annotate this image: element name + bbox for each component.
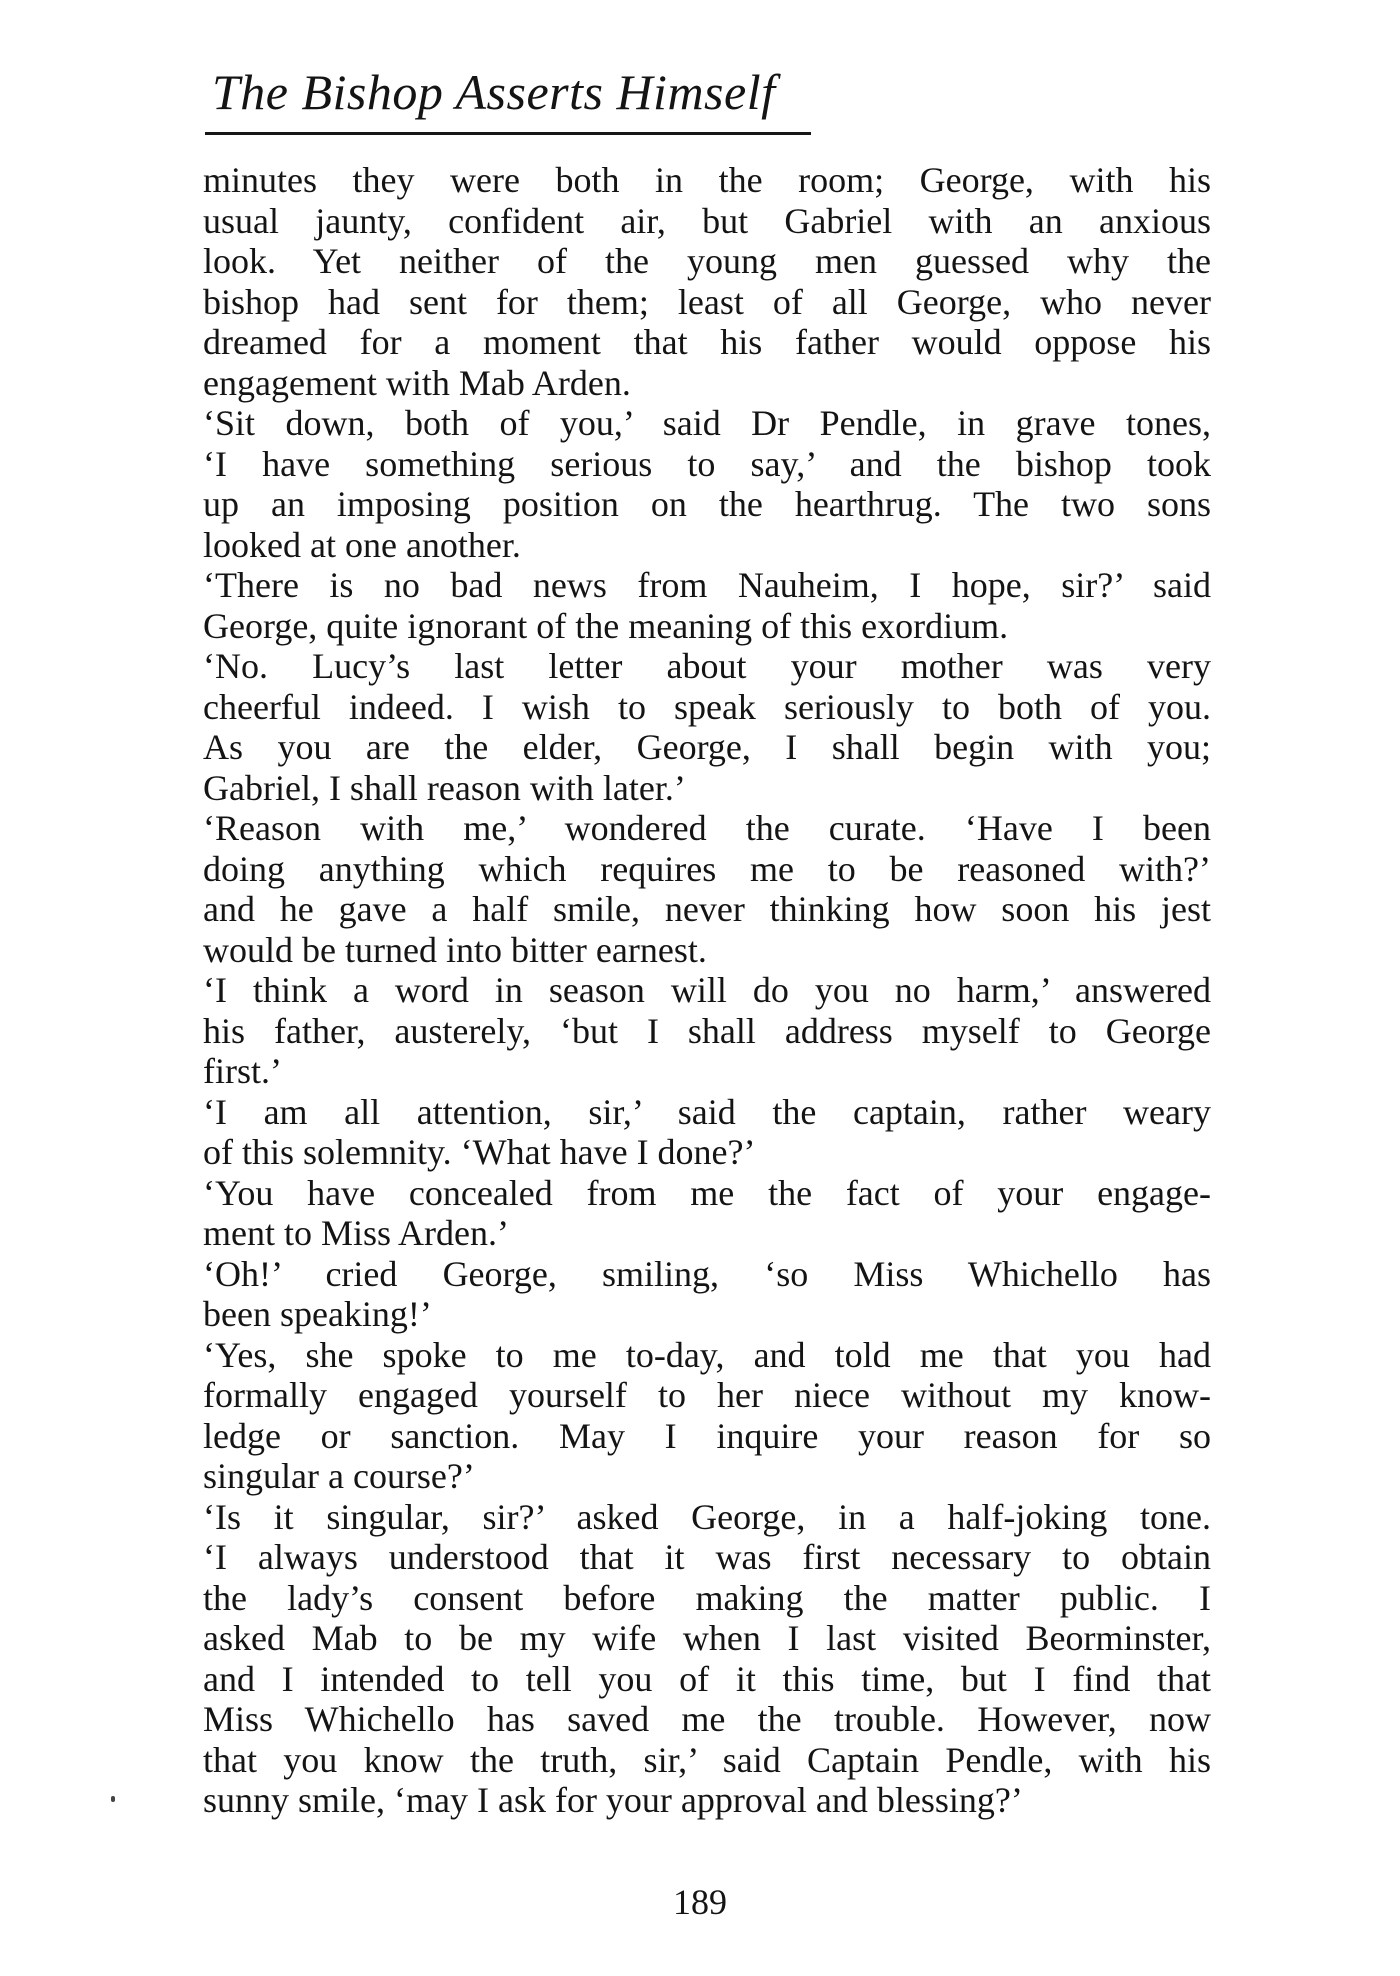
text-line: George, quite ignorant of the meaning of this exordium. [203,605,1009,646]
text-line: asked Mab to be my wife when I last visited Beorminster, [203,1618,1211,1658]
text-line: and I intended to tell you of it this time, but I find that [203,1658,1211,1699]
text-line: been speaking!’ [203,1294,432,1334]
body-text [203,160,1211,1821]
text-line: ‘Yes, she spoke to me to-day, and told me that you had [203,1334,1211,1375]
text-line: ‘Reason with me,’ wondered the curate. ‘Have I been [203,808,1211,848]
text-line: ledge or sanction. May I inquire your reason for so [203,1415,1211,1456]
text-line: look. Yet neither of the young men guessed why the [203,241,1211,281]
text-line: Miss Whichello has saved me the trouble. However, now [203,1699,1211,1739]
text-line: and he gave a half smile, never thinking how soon his jest [203,889,1211,929]
text-line: the lady’s consent before making the matter public. I [203,1577,1211,1618]
text-line: of this solemnity. ‘What have I done?’ [203,1132,756,1172]
text-line: Gabriel, I shall reason with later.’ [203,767,686,808]
text-line: engagement with Mab Arden. [203,362,631,403]
text-line: first.’ [203,1051,282,1091]
text-line: his father, austerely, ‘but I shall address myself to George [203,1010,1211,1051]
text-line: bishop had sent for them; least of all George, who never [203,281,1211,322]
text-line: As you are the elder, George, I shall begin with you; [203,727,1211,767]
text-line: ‘I think a word in season will do you no harm,’ answered [203,970,1211,1010]
text-line: doing anything which requires me to be reasoned with?’ [203,848,1211,889]
header-rule [205,132,811,135]
text-line: looked at one another. [203,524,521,565]
page-number: 189 [673,1882,727,1922]
text-line: that you know the truth, sir,’ said Captain Pendle, with his [203,1739,1211,1780]
text-line: ‘Oh!’ cried George, smiling, ‘so Miss Whichello has [203,1253,1211,1294]
text-line: dreamed for a moment that his father would oppose his [203,322,1211,362]
text-line: usual jaunty, confident air, but Gabriel with an anxious [203,200,1211,241]
text-line: ‘Is it singular, sir?’ asked George, in a half-joking tone. [203,1496,1211,1537]
text-line: ‘I am all attention, sir,’ said the captain, rather weary [203,1091,1211,1132]
text-line: singular a course?’ [203,1456,475,1496]
text-line: formally engaged yourself to her niece without my know- [203,1375,1211,1415]
running-head: The Bishop Asserts Himself [212,64,776,120]
text-line: ‘I have something serious to say,’ and the bishop took [203,443,1211,484]
text-line: ‘There is no bad news from Nauheim, I hope, sir?’ said [203,565,1211,605]
text-line: ‘You have concealed from me the fact of your engage- [203,1172,1211,1213]
text-line: ‘I always understood that it was first necessary to obtain [203,1537,1211,1577]
print-speck [111,1796,115,1802]
text-line: up an imposing position on the hearthrug. The two sons [203,484,1211,524]
text-line: ‘Sit down, both of you,’ said Dr Pendle, in grave tones, [203,403,1211,443]
text-line: cheerful indeed. I wish to speak seriously to both of you. [203,686,1211,727]
text-line: ‘No. Lucy’s last letter about your mother was very [203,646,1211,686]
text-line: minutes they were both in the room; George, with his [203,160,1211,200]
text-line: sunny smile, ‘may I ask for your approval and blessing?’ [203,1780,1023,1820]
text-line: ment to Miss Arden.’ [203,1213,509,1253]
text-line: would be turned into bitter earnest. [203,929,707,970]
